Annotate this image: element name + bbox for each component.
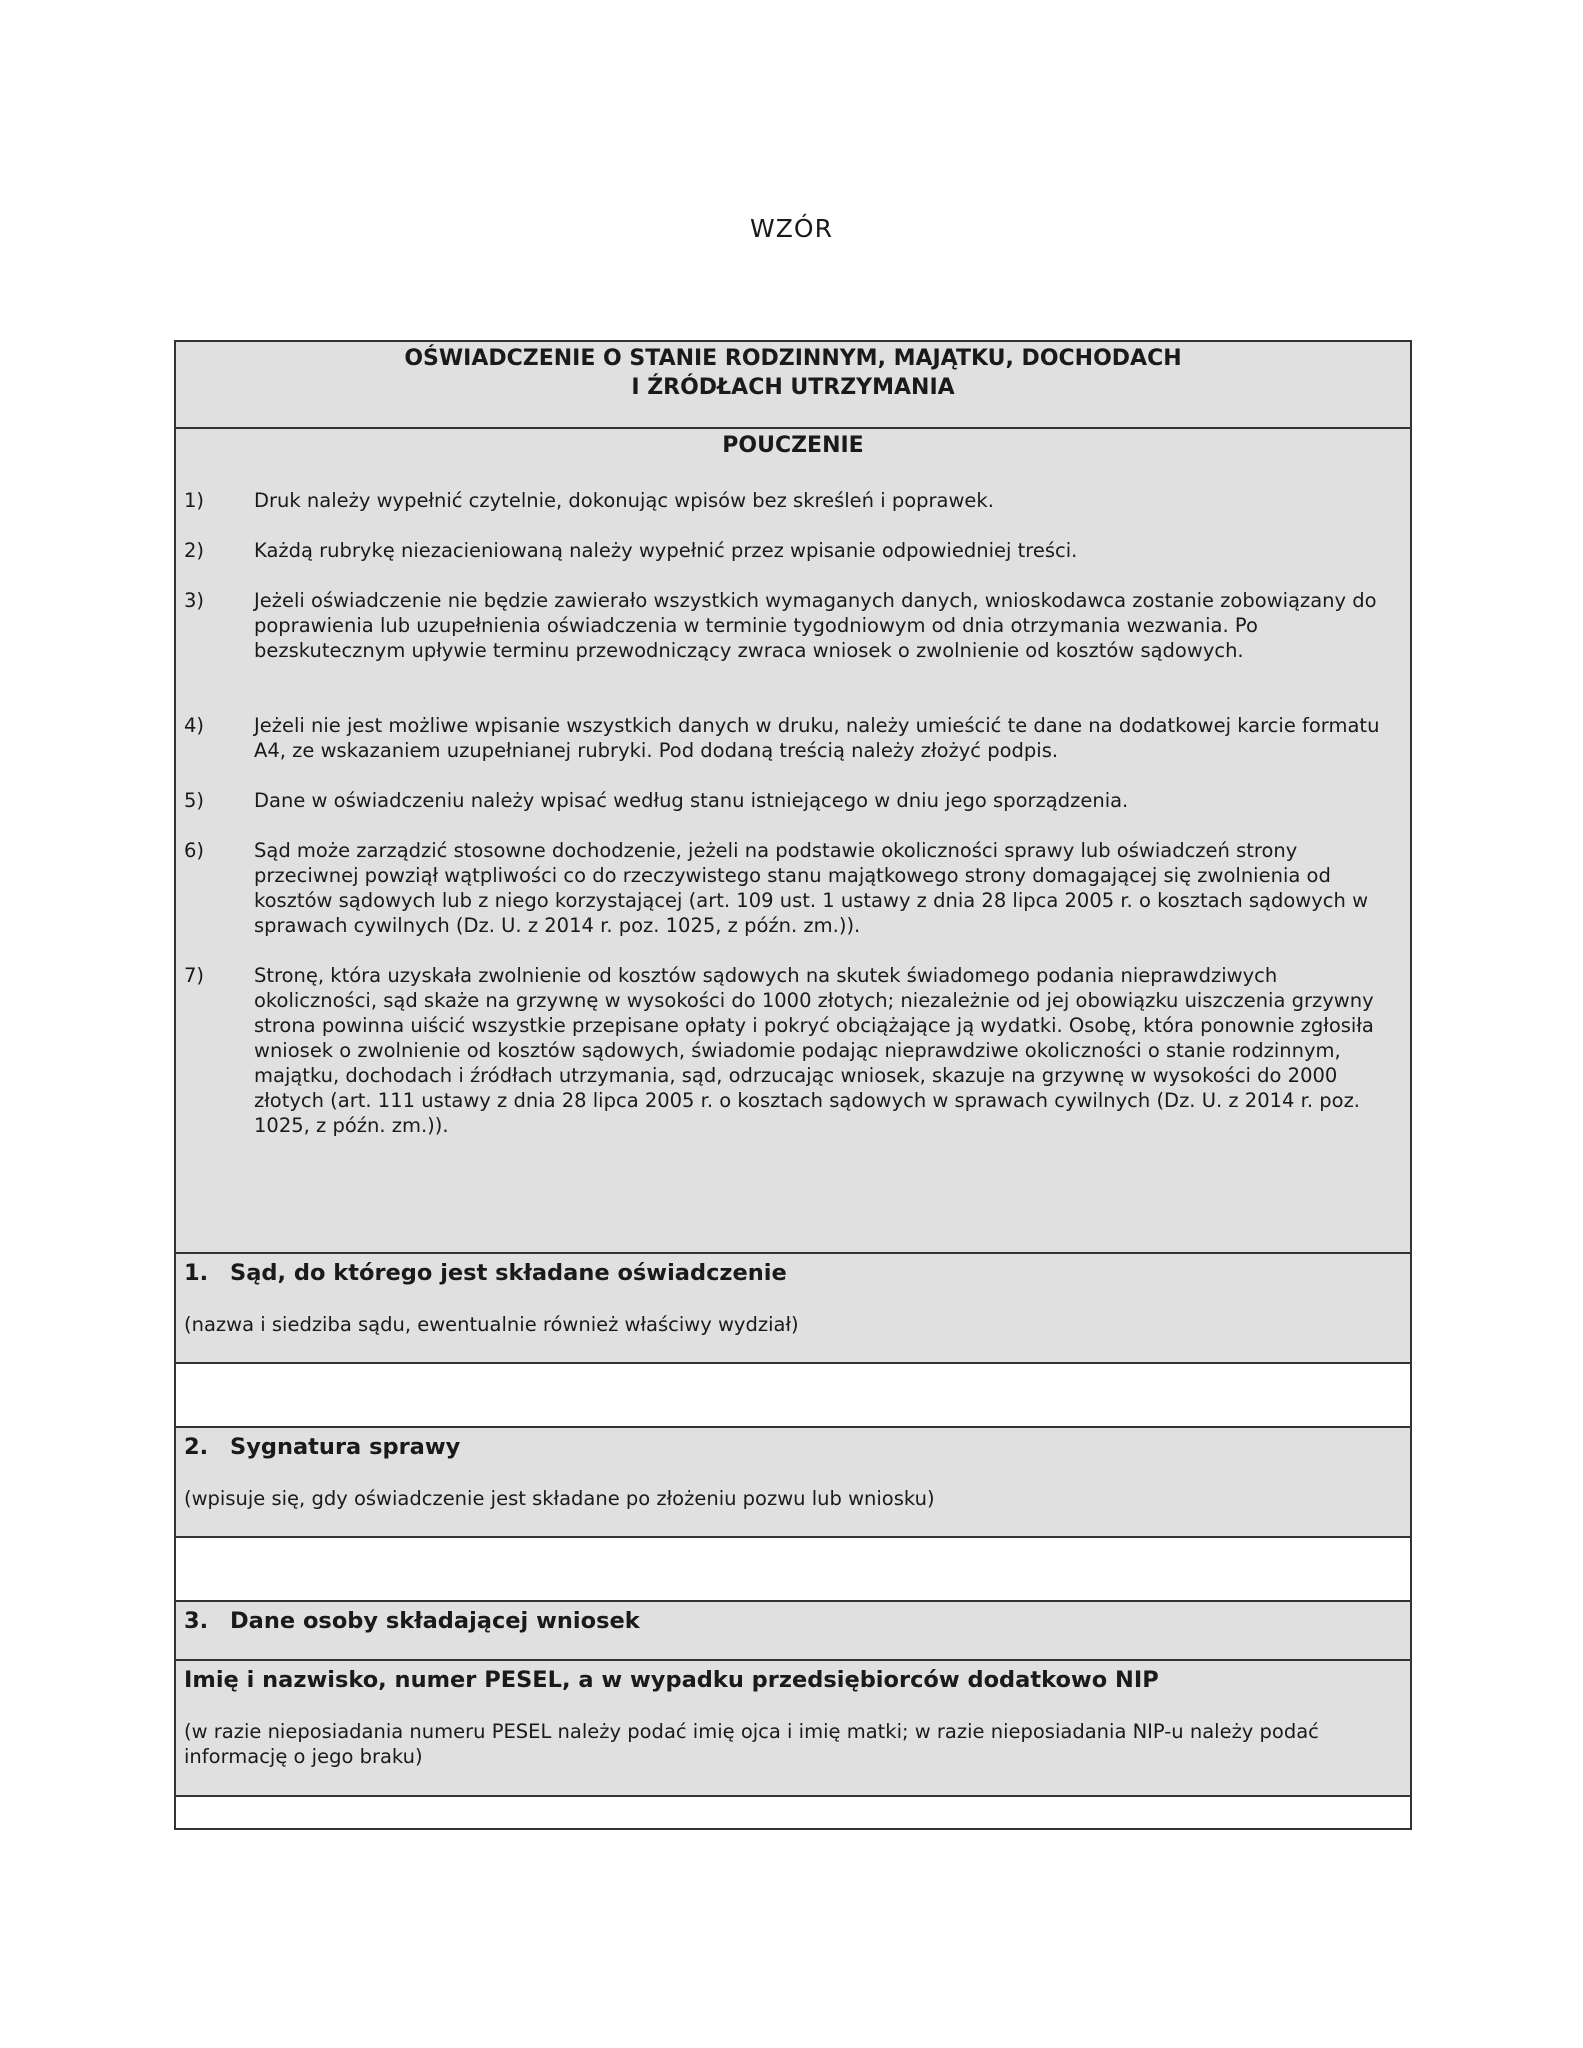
instruction-text: Jeżeli nie jest możliwe wpisanie wszystkich danych w druku, należy umieścić te dane na dodatkowej karcie formatu A4, ze wskazaniem uzupełnianej rubryki. Pod dodaną treścią należy złożyć podpis. <box>254 714 1380 762</box>
instruction-text: Sąd może zarządzić stosowne dochodzenie, jeżeli na podstawie okoliczności sprawy lub oświadczeń strony przeciwnej powziął wątpliwości co do rzeczywistego stanu majątkowego strony domagającej się zwolnienia od kosztów sądowych lub z niego korzystającej (art. 109 ust. 1 ustawy z dnia 28 lipca 2005 r. o kosztach sądowych w sprawach cywilnych (Dz. U. z 2014 r. poz. 1025, z późn. zm.)). <box>254 839 1369 937</box>
instruction-number: 4) <box>184 714 205 737</box>
instruction-text: Druk należy wypełnić czytelnie, dokonując wpisów bez skreśleń i poprawek. <box>254 489 994 512</box>
form-title-line-2: I ŹRÓDŁACH UTRZYMANIA <box>631 375 955 400</box>
section-1-title-text: Sąd, do którego jest składane oświadczenie <box>230 1260 787 1286</box>
section-1-title <box>184 1260 787 1286</box>
section-2-header <box>176 1428 1410 1538</box>
section-3-number: 3. <box>184 1608 209 1634</box>
document-label: WZÓR <box>750 214 833 243</box>
instruction-number: 1) <box>184 489 205 512</box>
instruction-text: Jeżeli oświadczenie nie będzie zawierało wszystkich wymaganych danych, wnioskodawca zostanie zobowiązany do poprawienia lub uzupełnienia oświadczenia w terminie tygodniowym od dnia otrzymania wezwania. Po bezskutecznym upływie terminu przewodniczący zwraca wniosek o zwolnienie od kosztów sądowych. <box>254 589 1377 662</box>
case-signature-field[interactable] <box>176 1538 1410 1602</box>
form-title <box>176 342 1410 429</box>
instruction-text: Stronę, która uzyskała zwolnienie od kosztów sądowych na skutek świadomego podania nieprawdziwych okoliczności, sąd skaże na grzywnę w wysokości do 1000 złotych; niezależnie od jej obowiązku uiszczenia grzywny strona powinna uiścić wszystkie przepisane opłaty i pokryć obciążające ją wydatki. Osobę, która ponownie zgłosiła wniosek o zwolnienie od kosztów sądowych, świadomie podając nieprawdziwe okoliczności o stanie rodzinnym, majątku, dochodach i źródłach utrzymania, sąd, odrzucając wniosek, skazuje na grzywnę w wysokości do 2000 złotych (art. 111 ustawy z dnia 28 lipca 2005 r. o kosztach sądowych w sprawach cywilnych (Dz. U. z 2014 r. poz. 1025, z późn. zm.)). <box>254 964 1374 1137</box>
instruction-number: 7) <box>184 964 205 987</box>
section-1-header <box>176 1254 1410 1364</box>
section-3-title <box>184 1608 640 1634</box>
applicant-data-field[interactable] <box>176 1797 1410 1828</box>
court-name-field[interactable] <box>176 1364 1410 1428</box>
section-2-number: 2. <box>184 1434 209 1460</box>
instruction-number: 6) <box>184 839 205 862</box>
instruction-text: Dane w oświadczeniu należy wpisać według stanu istniejącego w dniu jego sporządzenia. <box>254 789 1129 812</box>
section-3-subtitle: Imię i nazwisko, numer PESEL, a w wypadku przedsiębiorców dodatkowo NIP <box>184 1667 1159 1693</box>
instruction-number: 2) <box>184 539 205 562</box>
section-3-hint: (w razie nieposiadania numeru PESEL należy podać imię ojca i imię matki; w razie nieposiadania NIP-u należy podać informację o jego braku) <box>184 1720 1319 1768</box>
section-2-title <box>184 1434 460 1460</box>
section-3-title-text: Dane osoby składającej wniosek <box>230 1608 640 1634</box>
instruction-text: Każdą rubrykę niezacieniowaną należy wypełnić przez wpisanie odpowiedniej treści. <box>254 539 1078 562</box>
declaration-form <box>174 340 1412 1830</box>
section-1-number: 1. <box>184 1260 209 1286</box>
instruction-number: 5) <box>184 789 205 812</box>
instructions-section <box>176 429 1410 1254</box>
section-2-title-text: Sygnatura sprawy <box>230 1434 461 1460</box>
section-3-header <box>176 1602 1410 1661</box>
instruction-number: 3) <box>184 589 205 612</box>
form-title-line-1: OŚWIADCZENIE O STANIE RODZINNYM, MAJĄTKU, DOCHODACH <box>404 346 1182 371</box>
section-2-hint: (wpisuje się, gdy oświadczenie jest składane po złożeniu pozwu lub wniosku) <box>184 1487 935 1510</box>
section-1-hint: (nazwa i siedziba sądu, ewentualnie również właściwy wydział) <box>184 1313 799 1336</box>
section-3-subheader <box>176 1661 1410 1797</box>
instructions-heading: POUCZENIE <box>722 433 864 458</box>
